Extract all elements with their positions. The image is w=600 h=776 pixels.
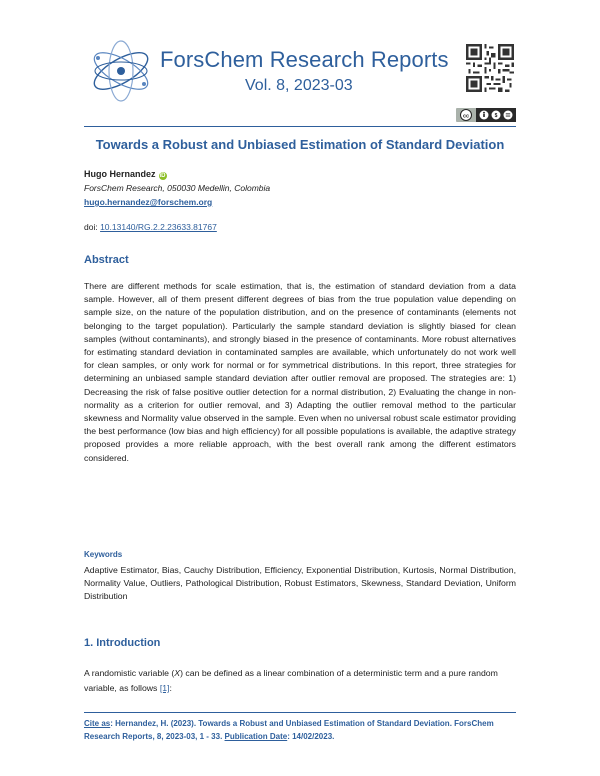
introduction-heading: 1. Introduction [84,637,161,649]
citation-link[interactable]: [1] [159,683,170,693]
doi-link[interactable]: 10.13140/RG.2.2.23633.81767 [100,222,217,232]
intro-text-b: ) can be defined as a linear combination of a deterministic term and a pure random variable, as follows [84,668,498,693]
author-name-text: Hugo Hernandez [84,169,156,179]
introduction-body [84,666,516,696]
author-affiliation: ForsChem Research, 050030 Medellin, Colombia [84,183,271,193]
keywords-heading: Keywords [84,550,123,559]
keywords-body: Adaptive Estimator, Bias, Cauchy Distribution, Efficiency, Exponential Distribution, Kurtosis, Normal Distribution, Normality Value, Outliers, Pathological Distribution, Robust Estimators, Skewness, Standard Deviation, Uniform Distribution [84,565,516,602]
header-divider [84,126,516,127]
cite-as-text: : Hernandez, H. (2023). Towards a Robust and Unbiased Estimation of Standard Deviation. ForsChem Research Reports, 8, 2023-03, 1 - 33. [84,719,494,741]
abstract-heading: Abstract [84,254,129,266]
publication-date-label: Publication Date [224,732,288,741]
forschem-logo [86,36,156,106]
intro-text-a: A randomistic variable ( [84,668,175,678]
journal-volume: Vol. 8, 2023-03 [245,77,353,94]
orcid-icon[interactable]: iD [159,173,166,179]
author-email-link[interactable]: hugo.hernandez@forschem.org [84,197,213,207]
cite-as-label: Cite as [84,719,111,728]
doi-line [84,222,217,232]
cc-license-icon[interactable] [456,108,516,122]
qr-code-icon[interactable] [466,44,514,92]
intro-variable: X [174,668,181,678]
author-name [84,169,167,180]
intro-text-c: : [169,683,172,693]
citation-footer [84,717,516,743]
svg-text:cc: cc [462,113,470,120]
paper-title: Towards a Robust and Unbiased Estimation of Standard Deviation [95,137,505,152]
doi-label: doi: [84,222,101,232]
publication-date-text: : 14/02/2023. [287,732,335,741]
journal-title: ForsChem Research Reports [160,47,449,72]
svg-text:$: $ [494,113,498,119]
footer-divider [84,712,516,713]
abstract-body: There are different methods for scale estimation, that is, the estimation of standard deviation from a data sample. However, all of them present different degrees of bias from the true population value depending on sample size, on the nature of the population distribution, and on the presence of contaminants (elements not belonging to the target population). Particularly the sample standard deviation is slightly biased for clean samples (without contaminants), and strongly biased in the presence of contaminants. More robust alternatives for estimating standard deviation in contaminated samples are available, which unfortunately do not work well for clean samples, or only work for normal or for symmetrical distributions. In this report, three strategies for determining an unbiased sample standard deviation after outlier removal are proposed. The strategies are: 1) Decreasing the risk of false positive outlier detection for a normal distribution, 2) Evaluating the change in non-normality as a criterion for outlier removal, and 3) Adapting the outlier removal method to the particular skewness and Normality value observed in the sample. Even when no universal robust scale estimator providing the best performance (low bias and high efficiency) for all possible populations is available, the adaptive strategy proposed provides a more reliable approach, with the best overall rank among the different estimators considered. [84,281,516,463]
